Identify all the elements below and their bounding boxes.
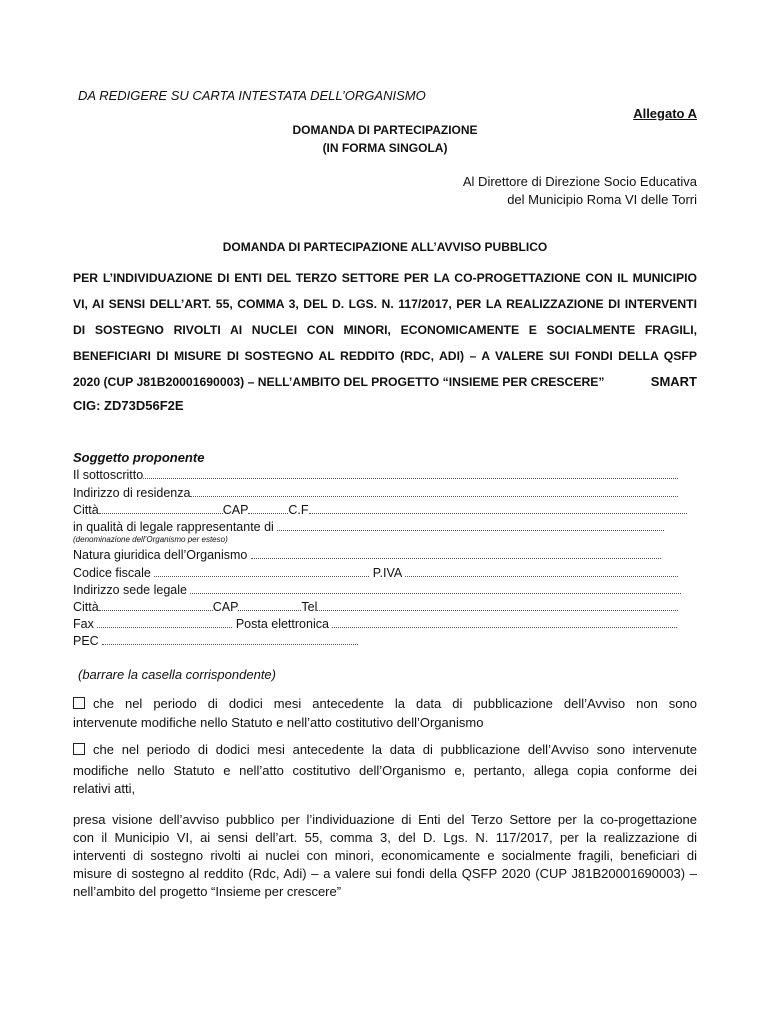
presa-visione-riga: nell’ambito del progetto “Insieme per crescere”: [73, 884, 342, 899]
presa-visione-riga: misure di sostegno al reddito (Rdc, Adi) – a valere sui fondi della QSFP 2020 (CUP J81B20001690003) –: [73, 866, 697, 881]
field-line[interactable]: [332, 618, 677, 628]
destinatario-riga-2: del Municipio Roma VI delle Torri: [507, 192, 697, 207]
oggetto-riga-smart: [73, 369, 697, 395]
field-label: Indirizzo sede legale: [73, 583, 187, 597]
field-label: C.F: [288, 503, 309, 517]
cig-code: CIG: ZD73D56F2E: [73, 398, 184, 413]
field-label: Posta elettronica: [235, 617, 329, 631]
opzione-2-riga-1: [73, 741, 697, 759]
field-line[interactable]: [238, 601, 301, 611]
oggetto-titolo: DOMANDA DI PARTECIPAZIONE ALL’AVVISO PUBBLICO: [222, 240, 548, 254]
field-qualita[interactable]: [73, 520, 664, 534]
field-label: Natura giuridica dell’Organismo: [73, 548, 248, 562]
field-label: Il sottoscritto: [73, 468, 144, 482]
oggetto-testo: [73, 265, 697, 395]
field-line[interactable]: [251, 549, 661, 559]
field-line[interactable]: [99, 504, 223, 514]
field-line[interactable]: [309, 504, 687, 514]
presa-visione-riga: con il Municipio VI, ai sensi dell’art. 55, comma 3, del D. Lgs. N. 117/2017, per la realizzazione di: [73, 830, 697, 845]
field-line[interactable]: [154, 567, 369, 577]
opzione-1: [73, 694, 697, 732]
field-label: in qualità di legale rappresentante di: [73, 520, 274, 534]
opzione-2-testo: che nel periodo di dodici mesi antecedente la data di pubblicazione dell’Avviso sono intervenute: [93, 742, 697, 757]
field-label: Città: [73, 503, 99, 517]
oggetto-riga: VI, AI SENSI DELL’ART. 55, COMMA 3, DEL D. LGS. N. 117/2017, PER LA REALIZZAZIONE DI INTERVENTI: [73, 297, 697, 311]
opzione-1-testo: che nel periodo di dodici mesi antecedente la data di pubblicazione dell’Avviso non sono: [93, 696, 697, 711]
field-label: Città: [73, 600, 99, 614]
field-line[interactable]: [102, 635, 358, 645]
opzione-2-riga-3: relativi atti,: [73, 781, 136, 796]
field-label: P.IVA: [372, 566, 402, 580]
opzione-2: [73, 741, 697, 798]
field-line[interactable]: [277, 521, 664, 531]
titolo-domanda: DOMANDA DI PARTECIPAZIONE: [292, 123, 478, 137]
checkbox-no-modifiche[interactable]: [73, 697, 85, 709]
field-citta-cap-cf[interactable]: [73, 503, 687, 517]
field-line[interactable]: [97, 618, 232, 628]
field-label: Codice fiscale: [73, 566, 151, 580]
field-indirizzo-residenza[interactable]: [73, 486, 678, 500]
smart-label: SMART: [650, 374, 697, 389]
denominazione-nota: (denominazione dell’Organismo per esteso): [73, 535, 228, 544]
field-label: CAP: [212, 600, 239, 614]
presa-visione-riga: presa visione dell’avviso pubblico per l’individuazione di Enti del Terzo Settore per la co-progettazione: [73, 812, 697, 827]
field-label: Indirizzo di residenza: [73, 486, 191, 500]
field-label: Fax: [73, 617, 94, 631]
allegato-label: Allegato A: [633, 106, 697, 121]
barrare-note: (barrare la casella corrispondente): [78, 667, 276, 682]
opzione-1-riga-2: intervenute modifiche nello Statuto e nell’atto costitutivo dell’Organismo: [73, 715, 484, 730]
field-line[interactable]: [248, 504, 288, 514]
field-line[interactable]: [99, 601, 213, 611]
oggetto-riga: PER L’INDIVIDUAZIONE DI ENTI DEL TERZO SETTORE PER LA CO-PROGETTAZIONE CON IL MUNICIPIO: [73, 271, 697, 285]
field-line[interactable]: [405, 567, 678, 577]
field-sottoscritto[interactable]: [73, 468, 678, 482]
field-citta-cap-tel[interactable]: [73, 600, 678, 614]
field-line[interactable]: [190, 584, 681, 594]
presa-visione-riga: interventi di sostegno rivolti ai nuclei con minori, economicamente e socialmente fragili, beneficiari di: [73, 848, 697, 863]
presa-visione-paragrafo: [73, 811, 697, 901]
field-indirizzo-sede[interactable]: [73, 583, 681, 597]
opzione-2-riga-2: modifiche nello Statuto e nell’atto costitutivo dell’Organismo e, pertanto, allega copia conforme dei: [73, 763, 697, 778]
opzione-1-riga-1: [73, 694, 697, 713]
field-line[interactable]: [143, 469, 678, 479]
field-line[interactable]: [190, 487, 678, 497]
titolo-forma: (IN FORMA SINGOLA): [322, 141, 448, 155]
field-label: CAP: [222, 503, 249, 517]
field-fax-posta[interactable]: [73, 617, 677, 631]
soggetto-titolo: Soggetto proponente: [73, 450, 205, 465]
field-codice-fiscale-piva[interactable]: [73, 566, 678, 580]
checkbox-modifiche[interactable]: [73, 743, 85, 755]
field-line[interactable]: [317, 601, 678, 611]
field-label: PEC: [73, 634, 99, 648]
field-pec[interactable]: [73, 634, 358, 648]
intestazione-note: DA REDIGERE SU CARTA INTESTATA DELL’ORGANISMO: [78, 88, 426, 103]
field-label: Tel: [301, 600, 318, 614]
oggetto-riga: 2020 (CUP J81B20001690003) – NELL’AMBITO DEL PROGETTO “INSIEME PER CRESCERE”: [73, 375, 605, 389]
field-natura-giuridica[interactable]: [73, 548, 661, 562]
destinatario-riga-1: Al Direttore di Direzione Socio Educativa: [462, 174, 697, 189]
oggetto-riga: DI SOSTEGNO RIVOLTI AI NUCLEI CON MINORI, ECONOMICAMENTE E SOCIALMENTE FRAGILI,: [73, 323, 697, 337]
oggetto-riga: BENEFICIARI DI MISURE DI SOSTEGNO AL REDDITO (RDC, ADI) – A VALERE SUI FONDI DELLA QSFP: [73, 349, 697, 363]
